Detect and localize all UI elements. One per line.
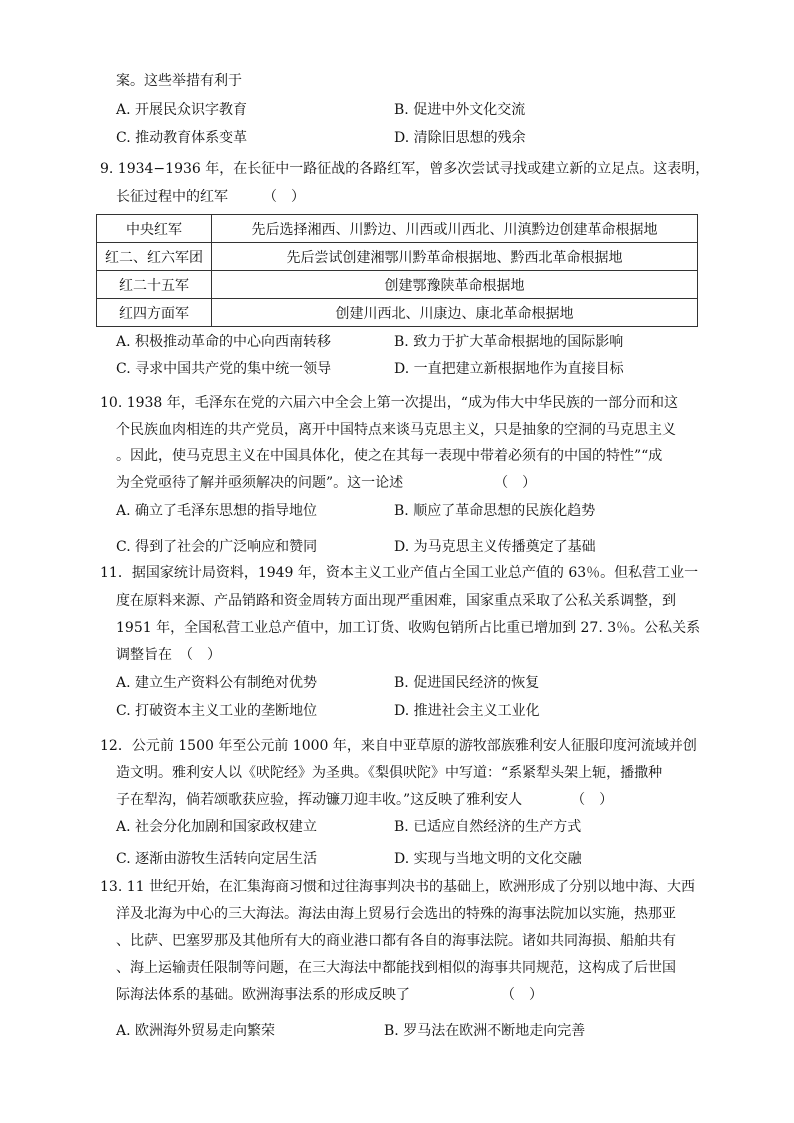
- q10-option-a: A. 确立了毛泽东思想的指导地位: [116, 503, 318, 519]
- q9-stem-line1: 9. 1934−1936 年，在长征中一路征战的各路红军，曾多次尝试寻找或建立新的立足点。这表明，: [100, 161, 710, 177]
- q11-stem-line1: 11．据国家统计局资料，1949 年，资本主义工业产值占全国工业总产值的 63％。但私营工业一: [100, 565, 699, 581]
- table-cell-action: 先后选择湘西、川黔边、川西或川西北、川滇黔边创建革命根据地: [212, 215, 698, 243]
- q8-option-c: C. 推动教育体系变革: [116, 130, 248, 146]
- q13-stem-line3: 、比萨、巴塞罗那及其他所有大的商业港口都有各自的海事法院。诸如共同海损、船舶共有: [116, 933, 676, 949]
- table-cell-army: 红二、红六军团: [97, 243, 212, 271]
- q8-option-a: A. 开展民众识字教育: [116, 102, 248, 118]
- q11-option-b: B. 促进国民经济的恢复: [394, 675, 540, 691]
- table-cell-army: 红四方面军: [97, 299, 212, 327]
- q12-option-d: D. 实现与当地文明的文化交融: [394, 851, 582, 867]
- q8-stem-tail: 案。这些举措有利于: [116, 73, 242, 89]
- q10-stem-line2: 个民族血肉相连的共产党员，离开中国特点来谈马克思主义，只是抽象的空洞的马克思主义: [116, 422, 676, 438]
- q9-option-c: C. 寻求中国共产党的集中统一领导: [116, 361, 332, 377]
- table-cell-action: 创建鄂豫陕革命根据地: [212, 271, 698, 299]
- q13-option-a: A. 欧洲海外贸易走向繁荣: [116, 1023, 276, 1039]
- q12-option-a: A. 社会分化加剧和国家政权建立: [116, 819, 318, 835]
- q8-option-b: B. 促进中外文化交流: [394, 102, 526, 118]
- q13-stem-line4: 、海上运输责任限制等问题，在三大海法中都能找到相似的海事共同规范，这构成了后世国: [116, 960, 676, 976]
- table-cell-action: 先后尝试创建湘鄂川黔革命根据地、黔西北革命根据地: [212, 243, 698, 271]
- q12-option-b: B. 已适应自然经济的生产方式: [394, 819, 582, 835]
- q10-stem-line4: 为全党亟待了解并亟须解决的问题”。这一论述 （ ）: [116, 475, 537, 491]
- q13-stem-line1: 13. 11 世纪开始，在汇集海商习惯和过往海事判决书的基础上，欧洲形成了分别以地中海、大西: [100, 879, 695, 895]
- q11-stem-line3: 1951 年，全国私营工业总产值中，加工订货、收购包销所占比重已增加到 27. 3％。公私关系: [116, 620, 701, 636]
- q8-option-d: D. 清除旧思想的残余: [394, 130, 526, 146]
- q11-stem-line2: 度在原料来源、产品销路和资金周转方面出现严重困难，国家重点采取了公私关系调整，到: [116, 593, 676, 609]
- q9-stem-line2: 长征过程中的红军 （ ）: [116, 189, 305, 205]
- q13-stem-line2: 洋及北海为中心的三大海法。海法由海上贸易行会选出的特殊的海事法院加以实施，热那亚: [116, 906, 676, 922]
- table-row: [97, 215, 698, 243]
- q10-option-b: B. 顺应了革命思想的民族化趋势: [394, 503, 596, 519]
- q10-stem-line1: 10. 1938 年，毛泽东在党的六届六中全会上第一次提出，“成为伟大中华民族的一部分而和这: [100, 395, 678, 411]
- q13-stem-line5: 际海法体系的基础。欧洲海事法系的形成反映了 （ ）: [116, 987, 543, 1003]
- q10-stem-line3: 。因此，使马克思主义在中国具体化，使之在其每一表现中带着必须有的中国的特性”“成: [116, 448, 663, 464]
- q11-option-c: C. 打破资本主义工业的垄断地位: [116, 703, 318, 719]
- q12-stem-line3: 子在犁沟，倘若颂歌获应验，挥动镰刀迎丰收。”这反映了雅利安人 （ ）: [116, 792, 614, 808]
- q12-stem-line2: 造文明。雅利安人以《吠陀经》为圣典。《梨俱吠陀》中写道：“系紧犁头架上轭，播撒种: [116, 765, 663, 781]
- q11-stem-line4: 调整旨在 （ ）: [116, 647, 221, 663]
- table-row: [97, 271, 698, 299]
- table-cell-army: 红二十五军: [97, 271, 212, 299]
- q10-option-c: C. 得到了社会的广泛响应和赞同: [116, 539, 318, 555]
- q13-option-b: B. 罗马法在欧洲不断地走向完善: [384, 1023, 586, 1039]
- q9-option-a: A. 积极推动革命的中心向西南转移: [116, 334, 332, 350]
- table-row: [97, 299, 698, 327]
- q10-option-d: D. 为马克思主义传播奠定了基础: [394, 539, 596, 555]
- table-cell-army: 中央红军: [97, 215, 212, 243]
- q12-stem-line1: 12．公元前 1500 年至公元前 1000 年，来自中亚草原的游牧部族雅利安人征服印度河流域并创: [100, 738, 697, 754]
- q12-option-c: C. 逐渐由游牧生活转向定居生活: [116, 851, 318, 867]
- q9-option-b: B. 致力于扩大革命根据地的国际影响: [394, 334, 624, 350]
- q9-option-d: D. 一直把建立新根据地作为直接目标: [394, 361, 624, 377]
- q9-table: [96, 214, 698, 327]
- q11-option-d: D. 推进社会主义工业化: [394, 703, 540, 719]
- table-row: [97, 243, 698, 271]
- q11-option-a: A. 建立生产资料公有制绝对优势: [116, 675, 318, 691]
- table-cell-action: 创建川西北、川康边、康北革命根据地: [212, 299, 698, 327]
